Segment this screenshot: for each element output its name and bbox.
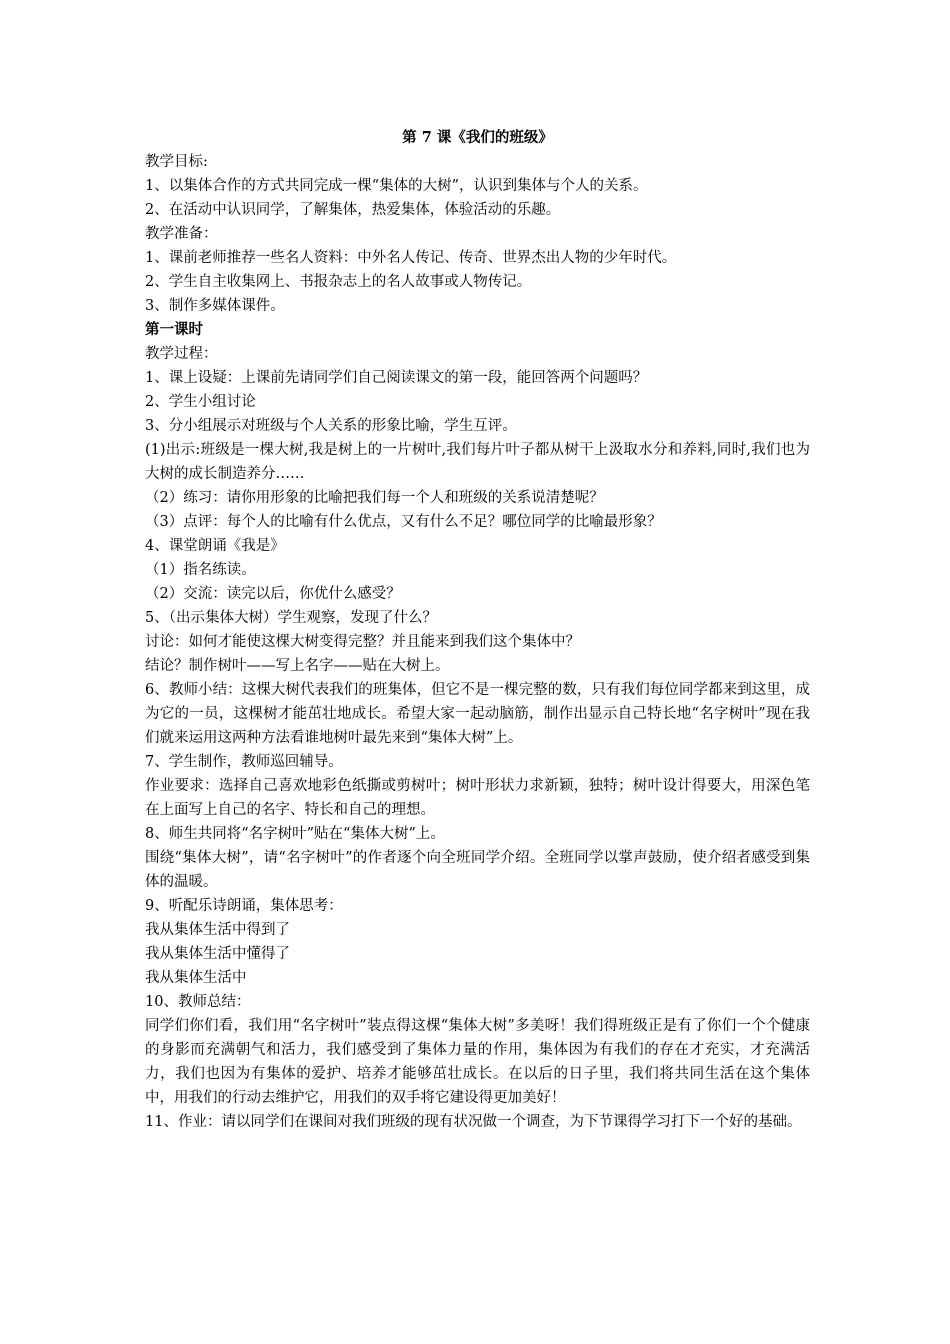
process-step-3-sub-1: (1)出示:班级是一棵大树,我是树上的一片树叶,我们每片叶子都从树干上汲取水分和养料,同时,我们也为大树的成长制造养分…… [145,442,810,482]
section-heading-first-lesson: 第一课时 [145,321,203,338]
heading-teaching-process: 教学过程： [145,346,218,362]
process-step-1: 1、课上设疑：上课前先请同学们自己阅读课文的第一段，能回答两个问题吗？ [145,370,648,386]
process-step-5-discussion: 讨论：如何才能使这棵大树变得完整？并且能来到我们这个集体中？ [145,634,580,650]
process-step-11: 11、作业：请以同学们在课间对我们班级的现有状况做一个调查，为下节课得学习打下一个好的基础。 [145,1114,802,1130]
document-title: 第 7 课《我们的班级》 [402,129,553,146]
heading-teaching-goals: 教学目标: [145,154,208,170]
process-step-8-detail: 围绕“集体大树”，请“名字树叶”的作者逐个向全班同学介绍。全班同学以掌声鼓励，使介绍者感受到集体的温暖。 [145,850,810,890]
goal-item-2: 2、在活动中认识同学，了解集体，热爱集体，体验活动的乐趣。 [145,202,561,218]
reflection-line-2: 我从集体生活中懂得了 [145,946,290,962]
process-step-7: 7、学生制作，教师巡回辅导。 [145,754,343,770]
process-step-5: 5、（出示集体大树）学生观察，发现了什么？ [145,610,437,626]
process-step-10: 10、教师总结： [145,994,251,1010]
heading-teaching-preparation: 教学准备： [145,226,218,242]
preparation-item-1: 1、课前老师推荐一些名人资料：中外名人传记、传奇、世界杰出人物的少年时代。 [145,250,677,266]
process-step-9: 9、听配乐诗朗诵，集体思考： [145,898,343,914]
process-step-8: 8、师生共同将“名字树叶”贴在“集体大树”上。 [145,826,445,842]
document-page [145,126,810,1134]
process-step-4-sub-1: （1）指名练读。 [145,562,256,578]
process-step-6: 6、教师小结：这棵大树代表我们的班集体，但它不是一棵完整的数，只有我们每位同学都来到这里，成为它的一员，这棵树才能茁壮地成长。希望大家一起动脑筋，制作出显示自己特长地“名字树叶”现在我们就来运用这两种方法看谁地树叶最先来到“集体大树”上。 [145,682,810,746]
process-step-10-summary: 同学们你们看，我们用“名字树叶”装点得这棵“集体大树”多美呀！我们得班级正是有了你们一个个健康的身影而充满朝气和活力，我们感受到了集体力量的作用，集体因为有我们的存在才充实，才充满活力，我们也因为有集体的爱护、培养才能够茁壮成长。在以后的日子里，我们将共同生活在这个集体中，用我们的行动去维护它，用我们的双手将它建设得更加美好！ [145,1018,810,1106]
goal-item-1: 1、以集体合作的方式共同完成一棵“集体的大树”，认识到集体与个人的关系。 [145,178,648,194]
process-step-4: 4、课堂朗诵《我是》 [145,538,285,554]
preparation-item-3: 3、制作多媒体课件。 [145,298,285,314]
process-step-3: 3、分小组展示对班级与个人关系的形象比喻，学生互评。 [145,418,517,434]
reflection-line-1: 我从集体生活中得到了 [145,922,290,938]
process-step-5-conclusion: 结论？制作树叶——写上名字——贴在大树上。 [145,658,450,674]
process-step-3-sub-2: （2）练习：请你用形象的比喻把我们每一个人和班级的关系说清楚呢？ [145,490,604,506]
reflection-line-3: 我从集体生活中 [145,970,247,986]
process-step-7-requirements: 作业要求：选择自己喜欢地彩色纸撕或剪树叶；树叶形状力求新颖，独特；树叶设计得要大，用深色笔在上面写上自己的名字、特长和自己的理想。 [145,778,810,818]
process-step-4-sub-2: （2）交流：读完以后，你优什么感受？ [145,586,401,602]
preparation-item-2: 2、学生自主收集网上、书报杂志上的名人故事或人物传记。 [145,274,532,290]
process-step-2: 2、学生小组讨论 [145,394,256,410]
process-step-3-sub-3: （3）点评：每个人的比喻有什么优点，又有什么不足？哪位同学的比喻最形象？ [145,514,662,530]
